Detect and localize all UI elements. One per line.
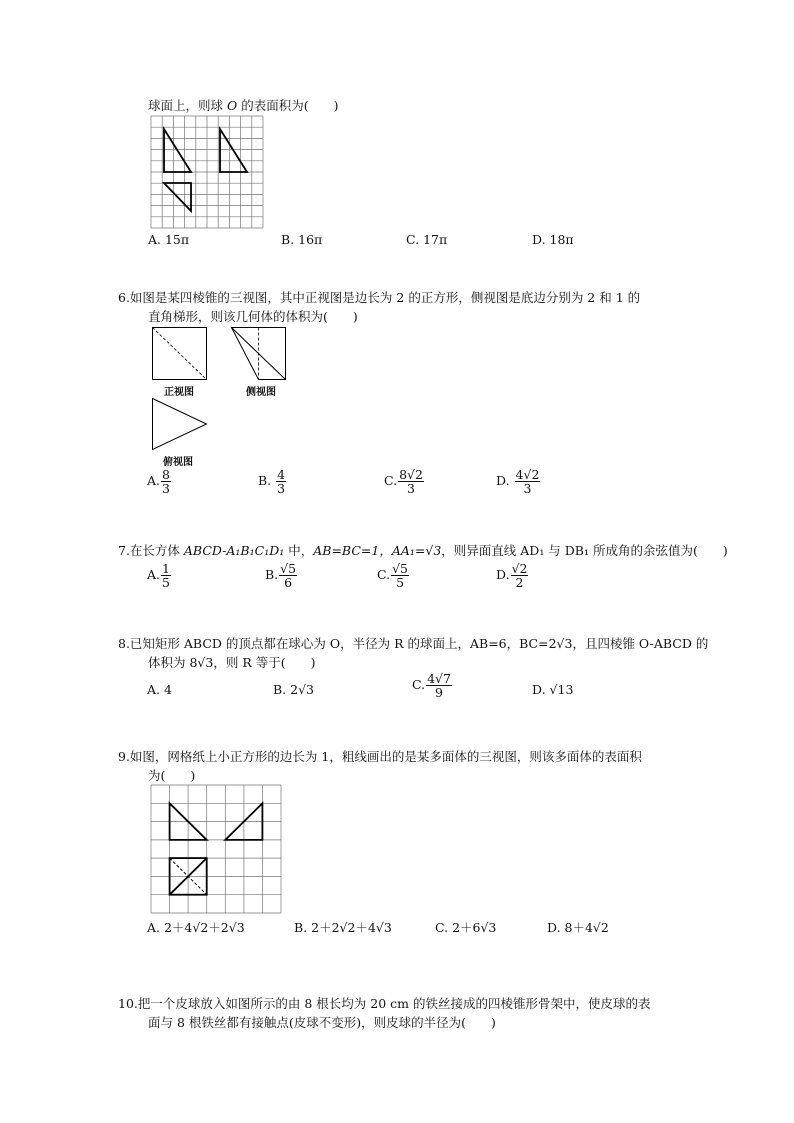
q6-option-a[interactable]: A. $\frac{8}{3}$: [147, 467, 170, 496]
q7-option-a[interactable]: A. $\frac{1}{5}$: [147, 561, 170, 590]
q6-top-view: [152, 398, 207, 450]
q6-option-b[interactable]: B. $\frac{4}{3}$: [258, 467, 286, 496]
q6-front-view: [152, 327, 207, 380]
q7-stem: 7.在长方体 ABCD-A₁B₁C₁D₁ 中，AB=BC=1，AA₁=√3，则异面直线 AD₁ 与 DB₁ 所成角的余弦值为( ): [118, 543, 728, 558]
q9-option-d[interactable]: D. 8＋4√2: [547, 920, 609, 935]
q5-option-a[interactable]: A. 15π: [148, 232, 190, 247]
q6-side-caption: 侧视图: [246, 387, 276, 398]
q7-option-c[interactable]: C. $\frac{√5}{5}$: [377, 561, 409, 590]
q10-stem: 10.把一个皮球放入如图所示的由 8 根长均为 20 cm 的铁丝接成的四棱锥形骨架中，使皮球的表 面与 8 根铁丝都有接触点(皮球不变形)，则皮球的半径为( ): [118, 996, 651, 1030]
q6-top-caption: 俯视图: [163, 457, 193, 468]
q7-option-b[interactable]: B. $\frac{√5}{6}$: [265, 561, 297, 590]
q6-option-c[interactable]: C. $\frac{8√2}{3}$: [384, 467, 423, 496]
q6-side-view: [231, 327, 286, 380]
q6-front-caption: 正视图: [164, 387, 194, 398]
q6-option-d[interactable]: D. $\frac{4√2}{3}$: [496, 467, 540, 496]
q8-option-d[interactable]: D. √13: [532, 682, 574, 697]
q6-stem: 6.如图是某四棱锥的三视图，其中正视图是边长为 2 的正方形，侧视图是底边分别为 2 和 1 的 直角梯形，则该几何体的体积为( ): [118, 290, 641, 324]
q5-option-c[interactable]: C. 17π: [406, 232, 448, 247]
q8-option-b[interactable]: B. 2√3: [273, 682, 315, 697]
q5-option-d[interactable]: D. 18π: [532, 232, 574, 247]
q5-grid-figure: [151, 116, 263, 228]
q8-option-c[interactable]: C. $\frac{4√7}{9}$: [412, 671, 451, 700]
q9-option-b[interactable]: B. 2＋2√2＋4√3: [294, 920, 392, 935]
q8-stem: 8.已知矩形 ABCD 的顶点都在球心为 O，半径为 R 的球面上，AB=6，BC=2√3，且四棱锥 O-ABCD 的 体积为 8√3，则 R 等于( ): [118, 636, 709, 670]
q9-grid-figure: [151, 785, 281, 913]
q7-option-d[interactable]: D. $\frac{√2}{2}$: [496, 561, 528, 590]
q9-stem: 9.如图，网格纸上小正方形的边长为 1，粗线画出的是某多面体的三视图，则该多面体的表面积 为( ): [118, 749, 642, 783]
q5-stem: 球面上，则球 O 的表面积为( ): [148, 98, 339, 113]
q9-option-c[interactable]: C. 2＋6√3: [435, 920, 497, 935]
q5-option-b[interactable]: B. 16π: [281, 232, 323, 247]
q9-option-a[interactable]: A. 2＋4√2＋2√3: [147, 920, 245, 935]
q8-option-a[interactable]: A. 4: [147, 682, 172, 697]
